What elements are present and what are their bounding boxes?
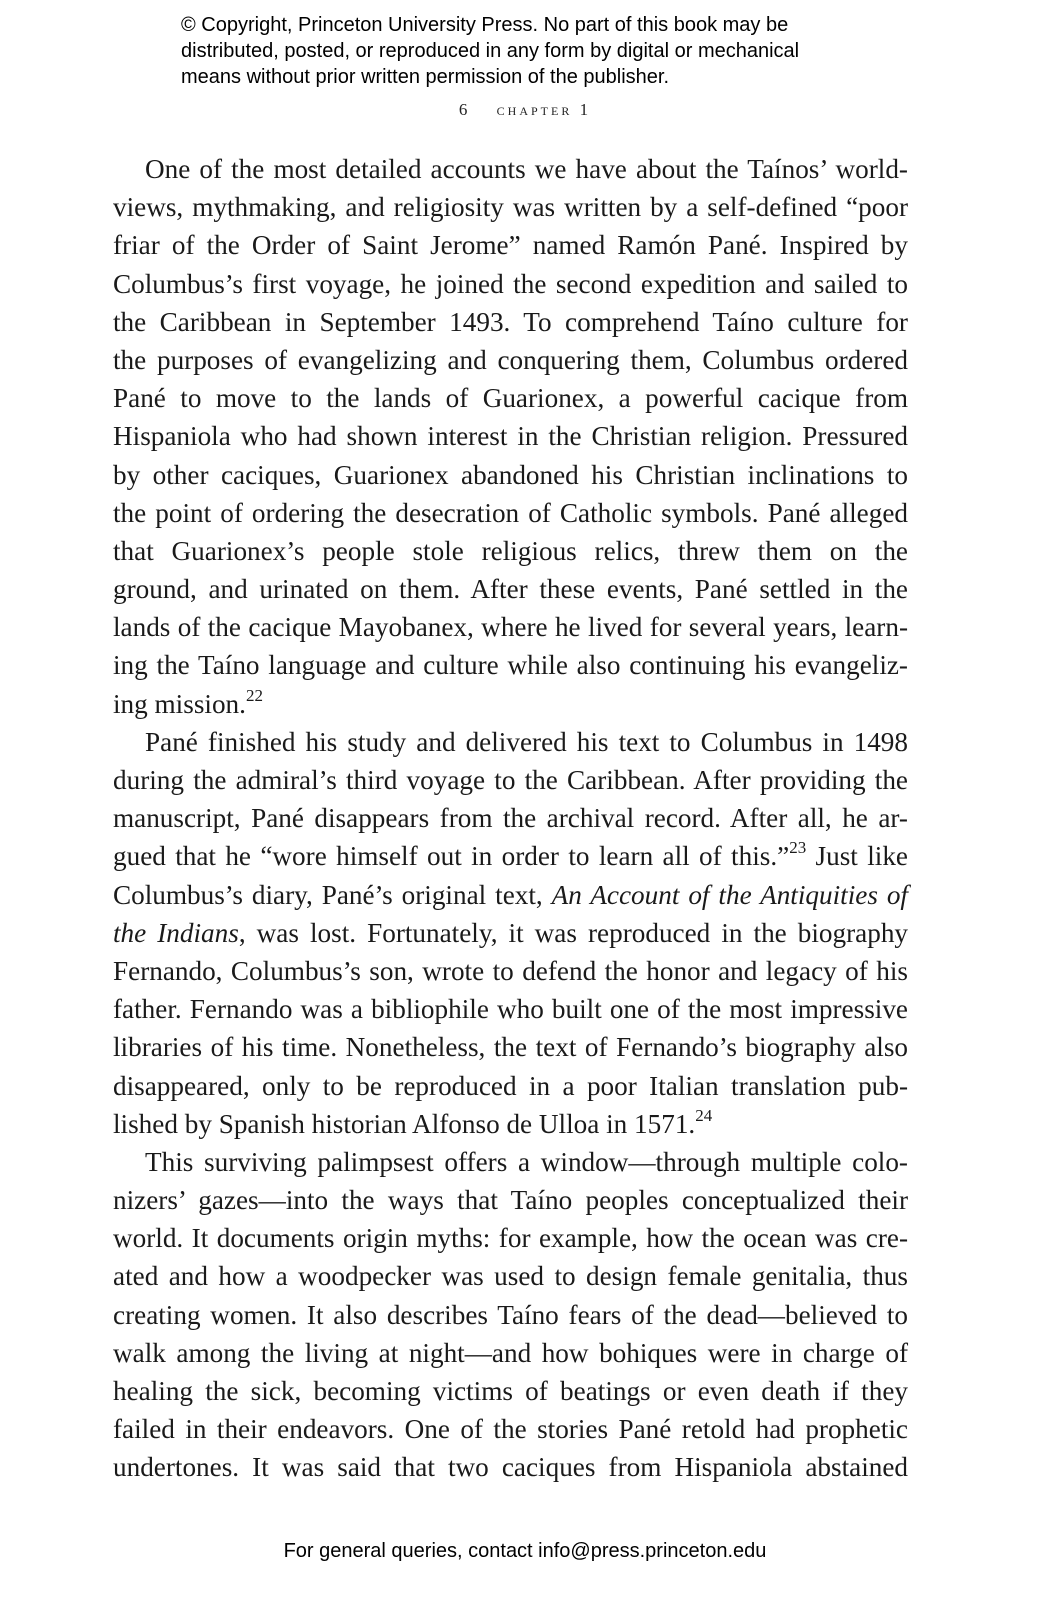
text-line: Pané finished his study and delivered his text to Columbus in 1498 bbox=[145, 726, 908, 757]
text-fragment: gued that he “wore himself out in order to learn all of this.” bbox=[113, 841, 790, 872]
text-line: One of the most detailed accounts we have about the Taínos’ world- bbox=[145, 154, 908, 184]
text-line: Columbus’s first voyage, he joined the second expedition and sailed to bbox=[113, 268, 908, 299]
text-fragment: Columbus’s diary, Pané’s original text, bbox=[113, 879, 552, 910]
text-line: walk among the living at night—and how bohiques were in charge of bbox=[113, 1337, 908, 1368]
text-fragment: Just like bbox=[806, 841, 908, 872]
text-line: healing the sick, becoming victims of beatings or even death if they bbox=[113, 1376, 908, 1406]
text-line: views, mythmaking, and religiosity was written by a self-defined “poor bbox=[113, 192, 908, 223]
text-line: during the admiral’s third voyage to the Caribbean. After providing the bbox=[113, 765, 908, 795]
text-fragment: lished by Spanish historian Alfonso de Ulloa in 1571. bbox=[113, 1108, 696, 1139]
text-line: Fernando, Columbus’s son, wrote to defend the honor and legacy of his bbox=[113, 955, 908, 986]
copyright-notice bbox=[181, 12, 901, 90]
paragraph bbox=[113, 723, 908, 1143]
text-line: Hispaniola who had shown interest in the Christian religion. Pressured bbox=[113, 421, 908, 452]
body-text bbox=[113, 150, 908, 1487]
text-line: father. Fernando was a bibliophile who built one of the most impressive bbox=[113, 994, 908, 1025]
footnote-ref: 23 bbox=[789, 838, 807, 858]
running-head bbox=[0, 100, 1050, 120]
text-line: lands of the cacique Mayobanex, where he lived for several years, learn- bbox=[113, 612, 908, 643]
book-title-italic: An Account of the Antiquities of bbox=[551, 879, 908, 910]
text-line: world. It documents origin myths: for example, how the ocean was cre- bbox=[113, 1223, 908, 1254]
text-line bbox=[113, 837, 908, 875]
text-line: Pané to move to the lands of Guarionex, a powerful cacique from bbox=[113, 383, 908, 414]
text-line: the Caribbean in September 1493. To comprehend Taíno culture for bbox=[113, 306, 908, 337]
text-line: This surviving palimpsest offers a window—through multiple colo- bbox=[145, 1146, 908, 1177]
text-line: libraries of his time. Nonetheless, the text of Fernando’s biography also bbox=[113, 1032, 908, 1063]
text-line: by other caciques, Guarionex abandoned his Christian inclinations to bbox=[113, 459, 908, 490]
text-line bbox=[113, 876, 908, 914]
text-line: manuscript, Pané disappears from the archival record. After all, he ar- bbox=[113, 803, 908, 834]
text-line: undertones. It was said that two caciques from Hispaniola abstained bbox=[113, 1452, 908, 1483]
text-line: ground, and urinated on them. After these events, Pané settled in the bbox=[113, 574, 908, 605]
text-line: ated and how a woodpecker was used to design female genitalia, thus bbox=[113, 1261, 908, 1292]
text-line: nizers’ gazes—into the ways that Taíno peoples conceptualized their bbox=[113, 1185, 908, 1216]
chapter-label: chapter 1 bbox=[496, 100, 592, 119]
page-number: 6 bbox=[458, 100, 468, 119]
text-line: friar of the Order of Saint Jerome” named Ramón Pané. Inspired by bbox=[113, 230, 908, 261]
text-line: that Guarionex’s people stole religious relics, threw them on the bbox=[113, 535, 908, 566]
text-line: creating women. It also describes Taíno fears of the dead—believed to bbox=[113, 1299, 908, 1330]
text-line bbox=[113, 914, 908, 952]
text-line: the point of ordering the desecration of Catholic symbols. Pané alleged bbox=[113, 497, 908, 528]
text-line: failed in their endeavors. One of the stories Pané retold had prophetic bbox=[113, 1414, 908, 1445]
publisher-contact-footer: For general queries, contact info@press.princeton.edu bbox=[283, 1540, 767, 1562]
paragraph bbox=[113, 150, 908, 723]
text-line bbox=[113, 685, 908, 723]
text-line bbox=[113, 1105, 908, 1143]
text-line: disappeared, only to be reproduced in a poor Italian translation pub- bbox=[113, 1070, 908, 1101]
text-fragment: , was lost. Fortunately, it was reproduced in the biography bbox=[238, 917, 909, 948]
text-fragment: ing mission. bbox=[113, 688, 246, 719]
copyright-line: © Copyright, Princeton University Press. No part of this book may be bbox=[181, 14, 789, 36]
paragraph bbox=[113, 1143, 908, 1487]
footnote-ref: 24 bbox=[695, 1105, 713, 1125]
footnote-ref: 22 bbox=[245, 685, 263, 705]
book-title-italic: the Indians bbox=[113, 917, 239, 948]
text-line: the purposes of evangelizing and conquering them, Columbus ordered bbox=[113, 344, 908, 375]
copyright-line: means without prior written permission of the publisher. bbox=[181, 66, 670, 88]
copyright-line: distributed, posted, or reproduced in any form by digital or mechanical bbox=[181, 40, 800, 62]
text-line: ing the Taíno language and culture while also continuing his evangeliz- bbox=[113, 650, 908, 681]
